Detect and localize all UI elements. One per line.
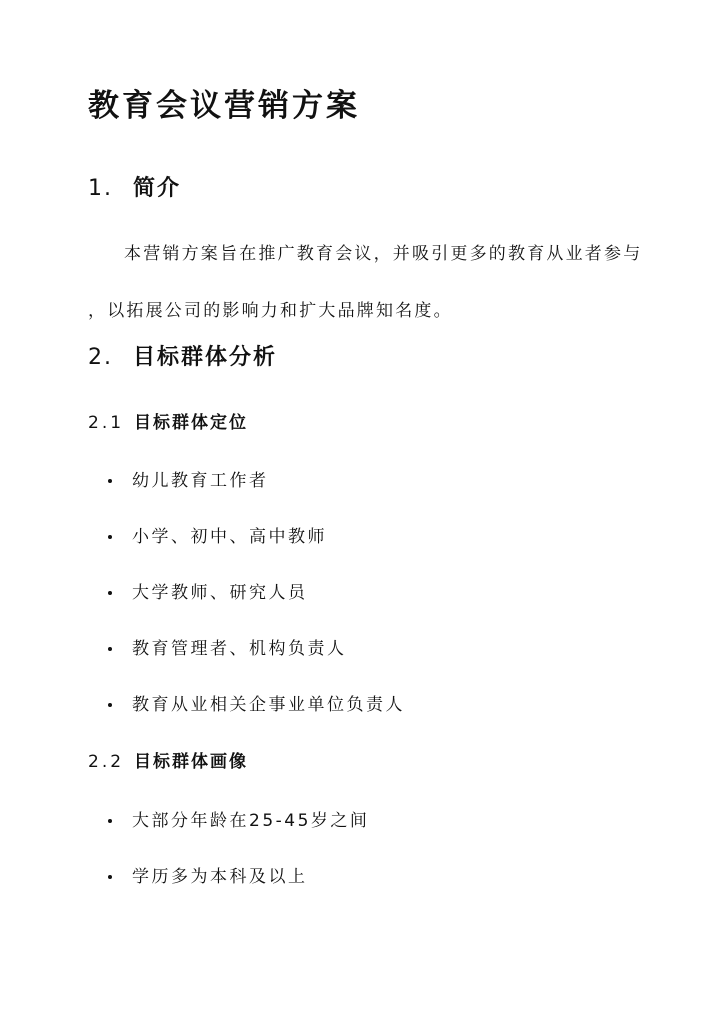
section-number: 2. [88, 345, 113, 370]
subsection-heading-profile [88, 750, 248, 774]
list-item-text: 教育管理者、机构负责人 [132, 639, 347, 659]
bullet-dot [108, 535, 112, 539]
list-item-text: 大学教师、研究人员 [132, 583, 308, 603]
bullet-dot [108, 875, 112, 879]
document-title: 教育会议营销方案 [88, 88, 360, 124]
bullet-dot [108, 647, 112, 651]
subsection-title: 目标群体定位 [134, 413, 249, 433]
subsection-number: 2.1 [88, 413, 125, 433]
list-item-text: 幼儿教育工作者 [132, 471, 269, 491]
subsection-heading-positioning [88, 411, 248, 435]
section-title: 目标群体分析 [133, 345, 278, 370]
bullet-dot [108, 591, 112, 595]
paragraph-line: ，以拓展公司的影响力和扩大品牌知名度。 [88, 301, 453, 321]
bullet-dot [108, 703, 112, 707]
subsection-title: 目标群体画像 [134, 752, 249, 772]
section-number: 1. [88, 176, 113, 201]
bullet-dot [108, 479, 112, 483]
bullet-dot [108, 819, 112, 823]
paragraph-line: 本营销方案旨在推广教育会议，并吸引更多的教育从业者参与 [124, 244, 643, 264]
section-heading-intro [88, 174, 181, 204]
subsection-number: 2.2 [88, 752, 125, 772]
section-heading-target-analysis [88, 343, 277, 373]
list-item-text: 教育从业相关企事业单位负责人 [132, 695, 405, 715]
section-title: 简介 [133, 176, 182, 201]
list-item-text: 小学、初中、高中教师 [132, 527, 327, 547]
list-item-text: 大部分年龄在25-45岁之间 [132, 811, 370, 831]
list-item-text: 学历多为本科及以上 [132, 867, 308, 887]
